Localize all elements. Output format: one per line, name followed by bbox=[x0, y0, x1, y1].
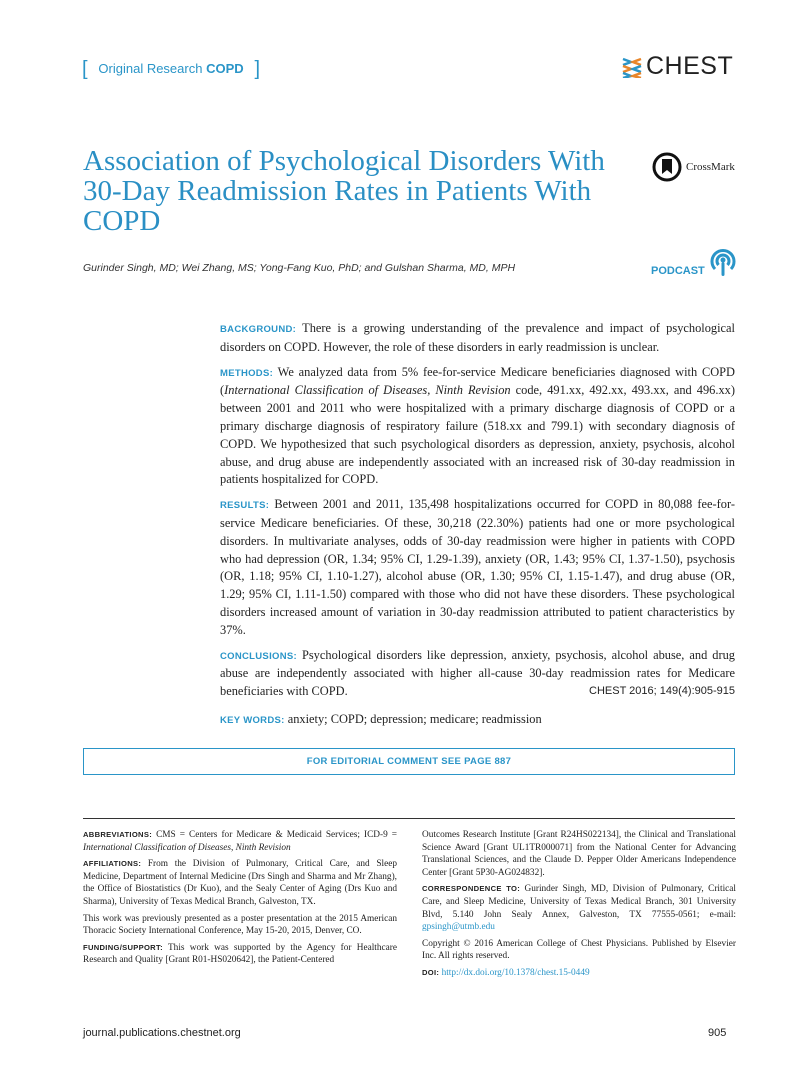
abbrev-icd: International Classification of Diseases, Ninth Revision bbox=[83, 842, 291, 853]
section-label bbox=[82, 58, 260, 81]
background-text: There is a growing understanding of the prevalence and impact of psychological disorders on COPD. However, the role of these disorders in early readmission is unclear. bbox=[220, 321, 735, 354]
journal-name: CHEST bbox=[646, 52, 734, 80]
methods-text: We analyzed data from 5% fee-for-service Medicare beneficiaries diagnosed with COPD ( bbox=[220, 364, 735, 398]
bracket-open: [ bbox=[82, 58, 88, 80]
page-number: 905 bbox=[708, 1027, 727, 1039]
chest-logo bbox=[622, 52, 733, 81]
crossmark-label: CrossMark bbox=[686, 161, 735, 173]
copyright: Copyright © 2016 American College of Chest Physicians. Published by Elsevier Inc. All rights reserved. bbox=[422, 938, 736, 962]
abbrev-text: CMS = Centers for Medicare & Medicaid Services; ICD-9 = bbox=[156, 830, 398, 840]
funding-label: FUNDING/SUPPORT: bbox=[83, 942, 163, 952]
citation: CHEST 2016; 149(4):905-915 bbox=[589, 685, 735, 698]
methods-label: METHODS: bbox=[220, 367, 274, 379]
crossmark-icon bbox=[652, 152, 682, 182]
email-link[interactable]: gpsingh@utmb.edu bbox=[422, 922, 495, 933]
section-name: Original Research bbox=[98, 61, 203, 76]
abstract-conclusions bbox=[220, 647, 735, 701]
section-topic: COPD bbox=[206, 61, 244, 76]
abstract bbox=[220, 320, 735, 737]
affil-text: From the Division of Pulmonary, Critical Care, and Sleep Medicine, Department of Internal Medicine (Drs Singh and Sharma and Mr Zhang), the Office of Biostatistics (Dr Kuo), and the Sealy Center of Aging (Drs Kuo and Sharma), University of Texas Medical Branch, Galveston, TX. bbox=[83, 859, 397, 907]
editorial-comment-link[interactable]: FOR EDITORIAL COMMENT SEE PAGE 887 bbox=[83, 748, 735, 775]
article-title: Association of Psychological Disorders With 30-Day Readmission Rates in Patients With COPD bbox=[83, 145, 605, 237]
abstract-keywords bbox=[220, 711, 735, 730]
keywords-label: KEY WORDS: bbox=[220, 714, 285, 726]
journal-url[interactable]: journal.publications.chestnet.org bbox=[83, 1027, 241, 1039]
conclusions-text: Psychological disorders like depression, anxiety, psychosis, alcohol abuse, and drug abuse are independently associated with higher all-cause 30-day readmission rates for Medicare beneficiaries with COPD. bbox=[220, 647, 735, 699]
background-label: BACKGROUND: bbox=[220, 324, 297, 335]
funding-text: This work was supported by the Agency for Healthcare Research and Quality [Grant R01-HS020642], the Patient-Centered bbox=[83, 942, 397, 966]
bracket-close: ] bbox=[254, 58, 261, 80]
abstract-results bbox=[220, 496, 735, 639]
methods-text-2: code, 491.xx, 492.xx, 493.xx, and 496.xx) between 2001 and 2011 who were hospitalized with a primary discharge diagnosis of COPD or a primary discharge diagnosis of respiratory failure (518.xx and 799.1) with secondary diagnosis of COPD. We hypothesized that such psychological disorders as depression, anxiety, psychosis, alcohol abuse, and drug abuse are independently associated with an increased risk of 30-day readmission in patients hospitalized for COPD. bbox=[220, 383, 735, 487]
results-label: RESULTS: bbox=[220, 500, 270, 512]
conclusions-label: CONCLUSIONS: bbox=[220, 650, 297, 662]
author-list: Gurinder Singh, MD; Wei Zhang, MS; Yong-Fang Kuo, PhD; and Gulshan Sharma, MD, MPH bbox=[83, 262, 516, 274]
keywords-text: anxiety; COPD; depression; medicare; readmission bbox=[287, 711, 542, 726]
funding-text-cont: Outcomes Research Institute [Grant R24HS022134], the Clinical and Translational Science Award [Grant UL1TR000071] from the National Center for Advancing Translational Sciences, and the Claude D. Pepper Older Americans Independence Center [Grant 5P30-AG024832]. bbox=[422, 830, 736, 878]
abbrev-label: ABBREVIATIONS: bbox=[83, 830, 153, 839]
podcast-icon bbox=[708, 247, 738, 277]
crossmark-button[interactable] bbox=[652, 152, 735, 182]
doi-link[interactable]: http://dx.doi.org/10.1378/chest.15-0449 bbox=[441, 967, 590, 978]
presented-note: This work was previously presented as a poster presentation at the 2015 American Thoracic Society International Conference, May 15-20, 2015, Denver, CO. bbox=[83, 913, 397, 937]
podcast-label: PODCAST bbox=[651, 265, 705, 277]
abstract-methods bbox=[220, 364, 735, 490]
footnotes-column-left bbox=[83, 829, 397, 971]
divider bbox=[83, 818, 735, 819]
podcast-link[interactable] bbox=[651, 247, 738, 277]
abstract-background bbox=[220, 320, 735, 357]
affil-label: AFFILIATIONS: bbox=[83, 859, 142, 869]
corr-text: Gurinder Singh, MD, Division of Pulmonary, Critical Care, and Sleep Medicine, University of Texas Medical Branch, 301 University Blvd, 5.140 John Sealy Annex, Galveston, TX 77555-0561; e-mail: bbox=[422, 884, 736, 920]
footnotes-column-right bbox=[422, 829, 736, 984]
methods-icd: International Classification of Diseases, Ninth Revision bbox=[224, 383, 511, 398]
results-text: Between 2001 and 2011, 135,498 hospitalizations occurred for COPD in 80,088 fee-for-service Medicare beneficiaries. Of these, 30,218 (22.30%) patients had one or more psychological disorders. In multivariate analyses, odds of 30-day readmission were higher in patients with COPD who had depression (OR, 1.34; 95% CI, 1.29-1.39), anxiety (OR, 1.43; 95% CI, 1.37-1.50), psychosis (OR, 1.18; 95% CI, 1.10-1.27), alcohol abuse (OR, 1.30; 95% CI, 1.15-1.47), and drug abuse (OR, 1.29; 95% CI, 1.11-1.50) compared with those who did not have these disorders. These psychological disorders increased amount of variation in 30-day readmission attributed to patient characteristics by 37%. bbox=[220, 497, 735, 637]
corr-label: CORRESPONDENCE TO: bbox=[422, 884, 521, 894]
chest-logo-icon bbox=[622, 56, 642, 78]
doi-label: DOI: bbox=[422, 967, 440, 977]
